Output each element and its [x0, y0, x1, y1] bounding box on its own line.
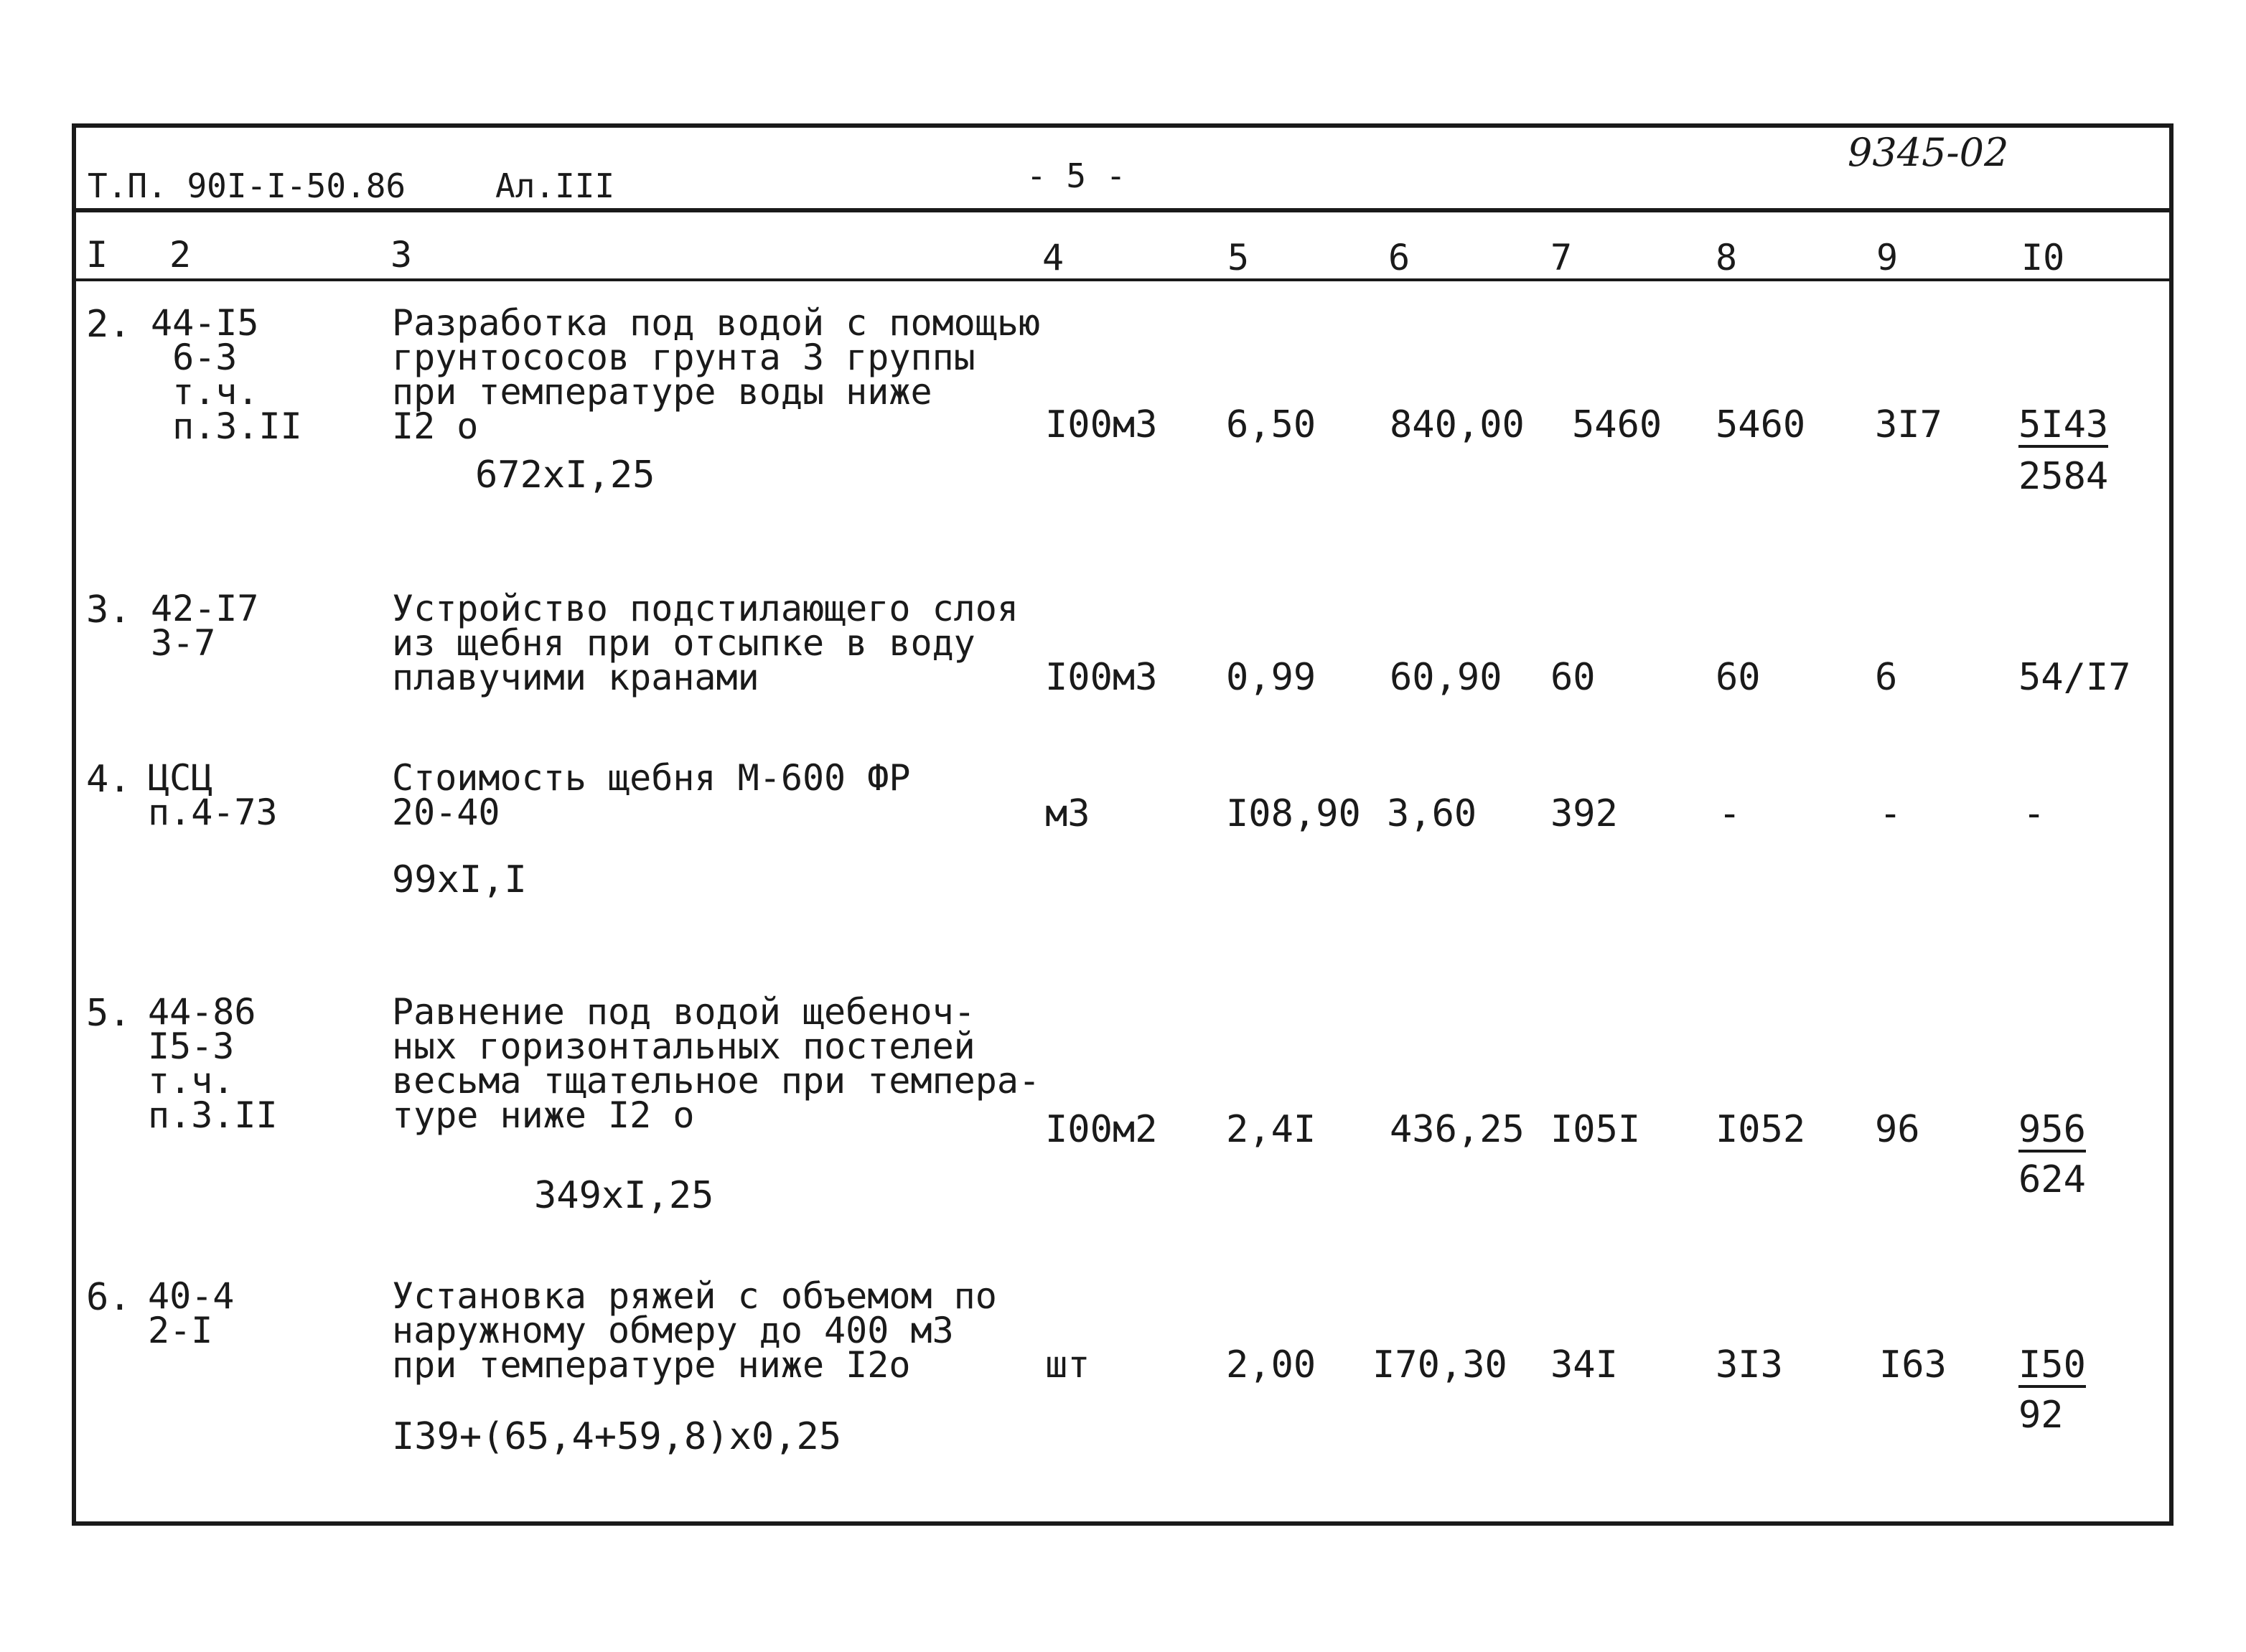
page-number: - 5 -: [1026, 156, 1126, 195]
row-unit: I00м2: [1045, 1108, 1158, 1151]
row-unit-price: 436,25: [1390, 1108, 1525, 1151]
row-col9: I63: [1879, 1343, 1947, 1386]
col-header-1: I: [86, 234, 108, 276]
row-quantity: 6,50: [1226, 403, 1316, 446]
col-header-7: 7: [1550, 237, 1573, 278]
row-quantity: 2,00: [1226, 1343, 1316, 1386]
row-unit: шт: [1045, 1343, 1090, 1386]
row-unit-price: 60,90: [1390, 656, 1502, 699]
row-col10: -: [2023, 792, 2046, 835]
row-number: 5.: [86, 992, 131, 1035]
row-code: 42-I7 3-7: [151, 588, 259, 664]
row-col8: 60: [1716, 656, 1761, 699]
row-calculation: 349хI,25: [534, 1174, 714, 1217]
col-header-6: 6: [1388, 237, 1410, 278]
row-col8: 3I3: [1716, 1343, 1783, 1386]
col-header-5: 5: [1227, 237, 1250, 278]
col-header-4: 4: [1042, 237, 1064, 278]
handwritten-stamp: 9345-02: [1848, 130, 2009, 175]
row-description: Разработка под водой с помощью грунтососов грунта 3 группы при температуре воды ниже I2 о: [392, 302, 1041, 447]
row-unit-price: 3,60: [1387, 792, 1477, 835]
row-code: 44-I5 6-3 т.ч. п.3.II: [151, 302, 302, 447]
row-description: Стоимость щебня М-600 ФР 20-40: [392, 757, 911, 833]
row-calculation: I39+(65,4+59,8)х0,25: [392, 1415, 842, 1458]
row-total: 34I: [1550, 1343, 1618, 1386]
doc-reference: Т.П. 90I-I-50.86: [88, 166, 406, 205]
row-code: 40-4 2-I: [148, 1275, 235, 1351]
header-divider: [76, 208, 2169, 212]
table-frame: [72, 123, 2174, 1526]
row-unit: I00м3: [1045, 403, 1158, 446]
row-col8: -: [1718, 792, 1741, 835]
row-total: 392: [1550, 792, 1618, 835]
col-header-10: I0: [2021, 237, 2065, 278]
row-quantity: 2,4I: [1226, 1108, 1316, 1151]
row-description: Установка ряжей с объемом по наружному обмеру до 400 м3 при температуре ниже I2о: [392, 1275, 997, 1386]
col-header-3: 3: [390, 234, 413, 276]
row-quantity: I08,90: [1226, 792, 1361, 835]
row-col10-top: I50: [2018, 1343, 2086, 1386]
row-col9: 6: [1875, 656, 1898, 699]
row-number: 2.: [86, 303, 131, 346]
row-number: 6.: [86, 1276, 131, 1319]
row-col10-top: 956: [2018, 1108, 2086, 1151]
row-description: Устройство подстилающего слоя из щебня при отсыпке в воду плавучими кранами: [392, 588, 1019, 698]
row-col10-bottom: 92: [2018, 1394, 2064, 1437]
row-total: I05I: [1550, 1108, 1641, 1151]
row-description: Равнение под водой щебеноч- ных горизонтальных постелей весьма тщательное при темпера- туре ниже I2 о: [392, 991, 1041, 1136]
row-quantity: 0,99: [1226, 656, 1316, 699]
row-number: 3.: [86, 588, 131, 632]
col-header-2: 2: [169, 234, 192, 276]
row-unit-price: 840,00: [1390, 403, 1525, 446]
row-number: 4.: [86, 758, 131, 801]
row-unit-price: I70,30: [1372, 1343, 1507, 1386]
row-col8: I052: [1716, 1108, 1806, 1151]
row-col10-top: 5I43: [2018, 403, 2109, 446]
row-calculation: 99хI,I: [392, 858, 527, 901]
row-col10-bottom: 2584: [2018, 455, 2109, 498]
row-total: 60: [1550, 656, 1596, 699]
row-col9: 3I7: [1875, 403, 1942, 446]
album-label: Ал.III: [495, 166, 615, 205]
row-code: 44-86 I5-3 т.ч. п.3.II: [148, 991, 278, 1136]
row-col8: 5460: [1716, 403, 1806, 446]
row-calculation: 672хI,25: [475, 454, 655, 497]
row-col9: 96: [1875, 1108, 1920, 1151]
row-col9: -: [1879, 792, 1902, 835]
row-code: ЦСЦ п.4-73: [148, 757, 278, 833]
row-unit: I00м3: [1045, 656, 1158, 699]
col-header-8: 8: [1716, 237, 1738, 278]
row-total: 5460: [1572, 403, 1662, 446]
col-header-9: 9: [1876, 237, 1899, 278]
row-col10-bottom: 624: [2018, 1158, 2086, 1201]
row-col10: 54/I7: [2018, 656, 2131, 699]
row-unit: м3: [1045, 792, 1090, 835]
column-header-divider: [76, 278, 2169, 281]
